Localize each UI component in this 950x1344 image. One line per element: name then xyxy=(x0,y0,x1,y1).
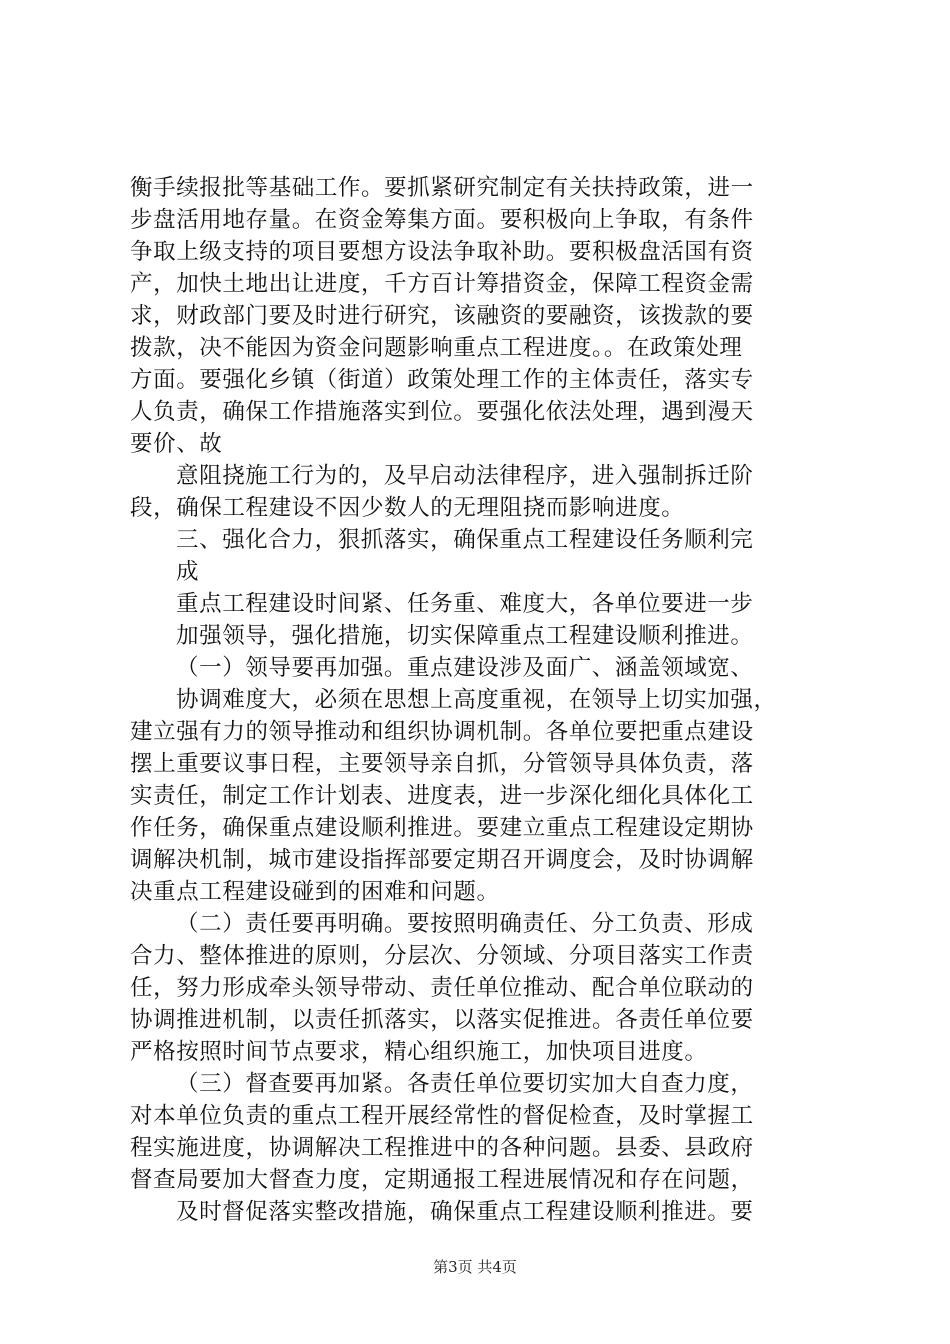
section-heading: 成 xyxy=(176,559,200,585)
section-heading: 三、强化合力，狠抓落实，确保重点工程建设任务顺利完 xyxy=(176,527,754,553)
body-line: 督查局要加大督查力度，定期通报工程进展情况和存在问题， xyxy=(130,1167,754,1193)
body-line: 协调难度大，必须在思想上高度重视，在领导上切实加强， xyxy=(176,687,777,713)
body-line: 对本单位负责的重点工程开展经常性的督促检查，及时掌握工 xyxy=(130,1103,754,1129)
body-line: 作任务，确保重点建设顺利推进。要建立重点工程建设定期协 xyxy=(130,815,754,841)
subsection-line: （二）责任要再明确。要按照明确责任、分工负责、形成 xyxy=(176,911,754,937)
body-line: 重点工程建设时间紧、任务重、难度大，各单位要进一步 xyxy=(176,591,754,617)
body-line: 拨款，决不能因为资金问题影响重点工程进度。。在政策处理 xyxy=(130,335,743,361)
body-line: 程实施进度，协调解决工程推进中的各种问题。县委、县政府 xyxy=(130,1135,754,1161)
body-line: 协调推进机制，以责任抓落实，以落实促推进。各责任单位要 xyxy=(130,1007,754,1033)
body-line: 任，努力形成牵头领导带动、责任单位推动、配合单位联动的 xyxy=(130,975,754,1001)
subsection-line: （三）督查要再加紧。各责任单位要切实加大自查力度， xyxy=(176,1071,754,1097)
body-line: 及时督促落实整改措施，确保重点工程建设顺利推进。要 xyxy=(176,1199,754,1225)
body-line: 调解决机制，城市建设指挥部要定期召开调度会，及时协调解 xyxy=(130,847,754,873)
body-line: 段，确保工程建设不因少数人的无理阻挠而影响进度。 xyxy=(130,495,685,521)
body-line: 建立强有力的领导推动和组织协调机制。各单位要把重点建设 xyxy=(130,719,754,745)
body-line: 摆上重要议事日程，主要领导亲自抓，分管领导具体负责，落 xyxy=(130,751,754,777)
body-line: 要价、故 xyxy=(130,431,223,457)
body-line: 合力、整体推进的原则，分层次、分领域、分项目落实工作责 xyxy=(130,943,754,969)
body-line: 求，财政部门要及时进行研究，该融资的要融资，该拨款的要 xyxy=(130,303,754,329)
page-number-footer: 第3页 共4页 xyxy=(433,1258,517,1276)
body-line: 产，加快土地出让进度，千方百计筹措资金，保障工程资金需 xyxy=(130,271,754,297)
body-line: 严格按照时间节点要求，精心组织施工，加快项目进度。 xyxy=(130,1039,708,1065)
body-line: 加强领导，强化措施，切实保障重点工程建设顺利推进。 xyxy=(176,623,754,649)
body-line: 争取上级支持的项目要想方设法争取补助。要积极盘活国有资 xyxy=(130,239,754,265)
body-line: 意阻挠施工行为的，及早启动法律程序，进入强制拆迁阶 xyxy=(176,463,754,489)
body-line: 步盘活用地存量。在资金筹集方面。要积极向上争取，有条件 xyxy=(130,207,754,233)
body-line: 方面。要强化乡镇（街道）政策处理工作的主体责任，落实专 xyxy=(130,367,754,393)
subsection-line: （一）领导要再加强。重点建设涉及面广、涵盖领域宽、 xyxy=(176,655,754,681)
body-line: 人负责，确保工作措施落实到位。要强化依法处理，遇到漫天 xyxy=(130,399,754,425)
body-line: 实责任，制定工作计划表、进度表，进一步深化细化具体化工 xyxy=(130,783,754,809)
body-line: 决重点工程建设碰到的困难和问题。 xyxy=(130,879,500,905)
body-line: 衡手续报批等基础工作。要抓紧研究制定有关扶持政策，进一 xyxy=(130,175,754,201)
